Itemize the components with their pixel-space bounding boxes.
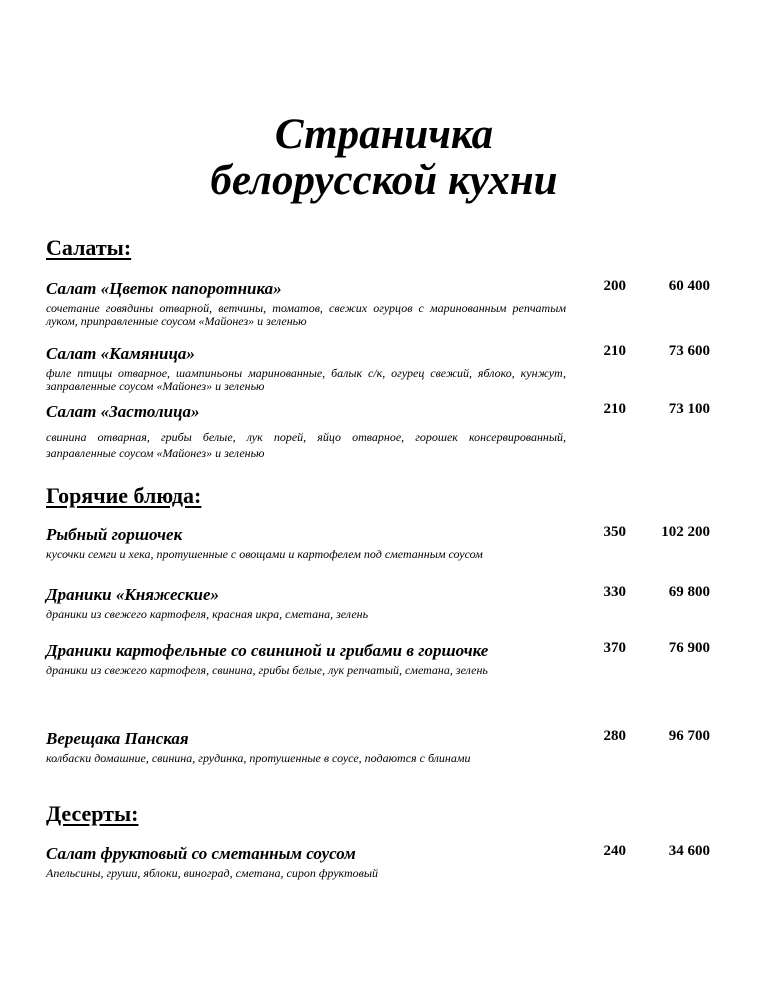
menu-item — [46, 841, 716, 880]
menu-item — [46, 582, 716, 621]
section-heading-desserts: Десерты: — [46, 801, 139, 826]
item-weight: 280 — [603, 728, 626, 744]
page-title — [0, 112, 768, 204]
menu-item — [46, 522, 716, 561]
item-name: Драники «Княжеские» — [46, 585, 219, 604]
menu-item — [46, 399, 716, 461]
item-name: Верещака Панская — [46, 729, 189, 748]
item-price: 102 200 — [661, 524, 710, 540]
menu-item — [46, 341, 716, 393]
item-description: драники из свежего картофеля, свинина, грибы белые, лук репчатый, сметана, зелень — [46, 663, 488, 677]
menu-item — [46, 638, 716, 677]
item-description: драники из свежего картофеля, красная икра, сметана, зелень — [46, 607, 369, 621]
menu-item — [46, 276, 716, 328]
item-price: 34 600 — [668, 843, 710, 859]
section-heading-hot-dishes: Горячие блюда: — [46, 483, 202, 508]
section-heading-salads: Салаты: — [46, 235, 132, 260]
item-description: филе птицы отварное, шампиньоны маринованные, балык с/к, огурец свежий, яблоко, кунжут, заправленные соусом «Майонез» и зеленью — [46, 366, 566, 393]
title-line-2: белорусской кухни — [210, 157, 558, 204]
item-name: Салат «Цветок папоротника» — [46, 279, 282, 298]
item-description: колбаски домашние, свинина, грудинка, протушенные в соусе, подаются с блинами — [46, 751, 471, 765]
item-price: 60 400 — [668, 278, 710, 294]
item-price: 96 700 — [668, 728, 710, 744]
item-weight: 210 — [603, 401, 626, 417]
item-price: 76 900 — [668, 640, 710, 656]
item-description: свинина отварная, грибы белые, лук порей, яйцо отварное, горошек консервированный, заправленные соусом «Майонез» и зеленью — [46, 430, 566, 460]
item-description: Апельсины, груши, яблоки, виноград, сметана, сироп фруктовый — [46, 866, 378, 880]
title-line-1: Страничка — [274, 111, 494, 158]
item-name: Салат «Камяница» — [46, 344, 195, 363]
item-price: 69 800 — [668, 584, 710, 600]
item-description: сочетание говядины отварной, ветчины, томатов, свежих огурцов с маринованным репчатым луком, приправленные соусом «Майонез» и зеленью — [46, 301, 566, 328]
item-weight: 200 — [603, 278, 626, 294]
item-price: 73 600 — [668, 343, 710, 359]
item-name: Салат фруктовый со сметанным соусом — [46, 844, 356, 863]
item-weight: 370 — [603, 640, 626, 656]
item-weight: 210 — [603, 343, 626, 359]
item-price: 73 100 — [668, 401, 710, 417]
item-name: Рыбный горшочек — [46, 525, 183, 544]
item-name: Салат «Застолица» — [46, 402, 200, 421]
item-weight: 350 — [603, 524, 626, 540]
item-weight: 330 — [603, 584, 626, 600]
item-weight: 240 — [603, 843, 626, 859]
item-description: кусочки семги и хека, протушенные с овощами и картофелем под сметанным соусом — [46, 547, 483, 561]
item-name: Драники картофельные со свининой и грибами в горшочке — [46, 641, 489, 660]
menu-item — [46, 726, 716, 765]
